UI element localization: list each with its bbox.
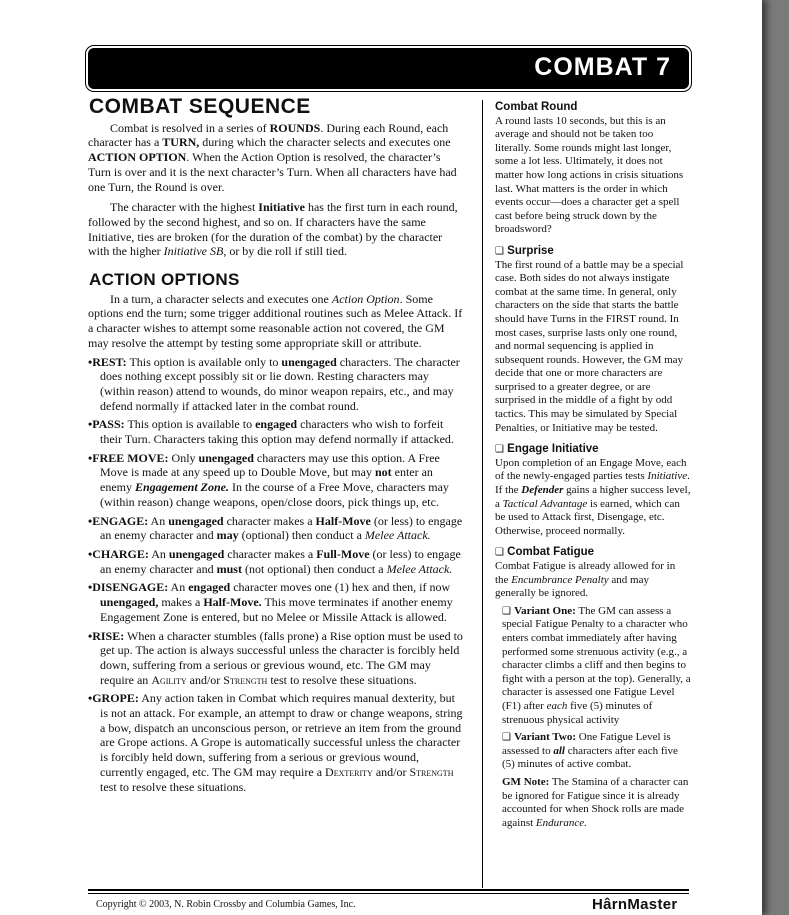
text-run: The character with the highest xyxy=(110,200,259,215)
text-run: Initiative xyxy=(647,470,688,483)
text-run: unengaged xyxy=(168,546,225,561)
text-run: and/or xyxy=(186,672,224,687)
chapter-header-bar xyxy=(88,48,689,89)
text-run: gains a higher success level, a xyxy=(495,484,691,510)
sidebar-combat-round xyxy=(495,101,691,237)
text-run: Variant One: xyxy=(514,604,576,617)
text-run: characters may use this option. A Free Move is made at any speed up to Double Move, but may xyxy=(100,450,440,480)
option-rest xyxy=(88,355,464,414)
text-run: ROUNDS xyxy=(269,120,321,135)
checkbox-icon: ❑ xyxy=(495,444,504,456)
text-run: test to resolve these situations. xyxy=(267,672,417,687)
text-run: The first round of a battle may be a special case. Both sides do not always instigate combat at the same time. In general, only characters on the side that starts the battle should have Turns in the FIRST round. In most cases, surprise lasts only one round, and normal sequencing is applied in subsequent rounds. However, the GM may decide that one or more characters are surprised to a greater degree, or are surprised in the middle of a fight by odd tactics. This may be simulated by Special Penalties, or Initiative may be tested. xyxy=(495,258,684,434)
text-run: unengaged xyxy=(281,354,337,369)
text-run: Initiative xyxy=(258,200,305,215)
engage-initiative-title xyxy=(495,443,691,457)
combat-round-title: Combat Round xyxy=(495,101,578,113)
combat-fatigue-text xyxy=(495,560,691,601)
text-run: •RISE: xyxy=(88,628,125,643)
text-run: TURN, xyxy=(162,135,200,150)
text-run: The Stamina of a character can be ignored for Fatigue since it is already accounted for when Shock rolls are made against xyxy=(502,775,689,829)
text-run: Half-Move. xyxy=(203,595,262,610)
text-run: Defender xyxy=(521,484,564,497)
text-run: When a character stumbles (falls prone) a Rise option must be used to get up. The action is always successful unless the character is forcibly held down, suffering from a serious or grevious wound, etc. The GM may require an xyxy=(100,628,463,687)
text-run: unengaged, xyxy=(100,595,159,610)
engage-initiative-text xyxy=(495,457,691,539)
checkbox-icon: ❑ xyxy=(502,605,515,617)
text-run: Melee Attack. xyxy=(364,528,431,543)
column-divider xyxy=(482,100,483,888)
checkbox-icon: ❑ xyxy=(495,245,504,257)
text-run: This option is available to xyxy=(124,417,256,432)
text-run: (or less) to engage an enemy character and xyxy=(100,513,463,543)
text-run: unengaged xyxy=(198,450,254,465)
text-run: Encumbrance Penalty xyxy=(511,573,609,586)
text-run: (not optional) then conduct a xyxy=(241,561,387,576)
text-run: •CHARGE: xyxy=(88,546,149,561)
sidebar-combat-fatigue xyxy=(495,546,691,830)
text-run: Melee Attack. xyxy=(386,561,453,576)
text-run: test to resolve these situations. xyxy=(100,779,247,794)
surprise-text xyxy=(495,259,691,436)
text-run: character makes a xyxy=(224,546,317,561)
text-run: The GM can assess a special Fatigue Penalty to a character who enters combat immediately after having performed some strenuous activity (e.g., a character climbs a cliff and then begins to fight with a person at the top). Generally, a character is assessed one Fatigue Level (F1) after xyxy=(502,604,691,712)
text-run: all xyxy=(553,744,565,757)
option-engage xyxy=(88,514,464,543)
right-column xyxy=(495,101,691,838)
text-run: In the course of a Free Move, characters may (within reason) change weapons, open/close doors, pick things up, etc. xyxy=(100,480,449,509)
sidebar-surprise xyxy=(495,245,691,435)
footer-rule-thin xyxy=(88,893,689,894)
combat-round-text xyxy=(495,115,691,237)
text-run: during which the character selects and executes one xyxy=(199,135,451,150)
option-pass xyxy=(88,417,464,446)
variant-two xyxy=(495,731,691,772)
text-run: This option is available only to xyxy=(126,354,282,369)
text-run: •PASS: xyxy=(88,417,125,432)
text-run: Engagement Zone. xyxy=(135,480,230,495)
variant-one xyxy=(495,605,691,727)
text-run: characters after each five (5) minutes of active combat. xyxy=(502,744,678,771)
option-free-move xyxy=(88,451,464,510)
option-disengage xyxy=(88,580,464,624)
fatigue-title-text: Combat Fatigue xyxy=(507,546,595,559)
text-run: Only xyxy=(168,450,199,465)
text-run: . If the xyxy=(495,470,690,497)
surprise-title-text: Surprise xyxy=(507,244,554,257)
text-run: An xyxy=(148,546,169,561)
text-run: not xyxy=(374,465,392,480)
text-run: Strength xyxy=(409,764,454,779)
text-run: Strength xyxy=(223,672,268,687)
text-run: engaged xyxy=(188,580,231,595)
engage-title-text: Engage Initiative xyxy=(507,443,599,456)
text-run: , or by die roll if still tied. xyxy=(223,244,347,259)
text-run: is earned, which can be used to Attack first, Disengage, etc. Otherwise, proceed normally. xyxy=(495,497,680,537)
text-run: Variant Two: xyxy=(514,731,576,744)
text-run: In a turn, a character selects and executes one xyxy=(110,291,332,306)
brand-name: HârnMaster xyxy=(592,896,678,913)
left-column xyxy=(88,95,464,794)
chapter-title: COMBAT 7 xyxy=(534,53,671,81)
text-run: GM Note: xyxy=(502,775,550,788)
text-run: •ENGAGE: xyxy=(88,513,149,528)
text-run: and/or xyxy=(372,764,410,779)
text-run: •GROPE: xyxy=(88,691,139,706)
combat-fatigue-title xyxy=(495,546,691,560)
text-run: . Some options end the turn; some trigger additional routines such as Melee Attack. If a character wishes to attempt some reasonable action not covered, the GM may resolve the attempt by testing some appropriate skill or attribute. xyxy=(88,291,463,350)
text-run: (or less) to engage an enemy character and xyxy=(100,546,461,576)
text-run: An xyxy=(148,513,169,528)
text-run: makes a xyxy=(158,595,204,610)
option-rise xyxy=(88,629,464,688)
text-run: This move terminates if another enemy Engagement Zone is entered, but no Melee or Missile Attack is allowed. xyxy=(100,595,453,624)
gm-note xyxy=(495,776,691,830)
text-run: unengaged xyxy=(168,513,224,528)
option-charge xyxy=(88,547,464,576)
text-run: Combat Fatigue is already allowed for in the xyxy=(495,560,676,586)
text-run: and may generally be ignored. xyxy=(495,573,649,600)
text-run: •FREE MOVE: xyxy=(88,450,169,465)
text-run: Any action taken in Combat which requires manual dexterity, but is not an attack. For example, an attempt to draw or change weapons, string a bow, dispatch an unconscious person, or retrieve an item from the ground are Grope actions. A Grope is automatically successful unless the character is forcibly held down, suffering from a serious or grevious wound, currently engaged, etc. The GM may require a xyxy=(100,691,463,779)
text-run: Endurance. xyxy=(535,816,587,829)
text-run: ACTION OPTION xyxy=(88,150,187,165)
sidebar-engage-initiative xyxy=(495,443,691,538)
paragraph-action-options xyxy=(88,292,464,351)
text-run: Tactical Advantage xyxy=(502,497,588,510)
text-run: Half-Move xyxy=(315,513,371,528)
paragraph-intro xyxy=(88,121,464,195)
text-run: enter an enemy xyxy=(100,465,433,495)
text-run: Agility xyxy=(151,672,187,687)
text-run: five (5) minutes of strenuous physical activity xyxy=(502,699,653,726)
text-run: Upon completion of an Engage Move, each of the newly-engaged parties tests xyxy=(495,456,687,483)
text-run: An xyxy=(168,580,189,595)
option-grope xyxy=(88,691,464,794)
text-run: engaged xyxy=(255,417,298,432)
text-run: Full-Move xyxy=(316,546,370,561)
text-run: •REST: xyxy=(88,354,127,369)
checkbox-icon: ❑ xyxy=(502,732,515,744)
text-run: Initiative SB xyxy=(163,244,224,259)
footer-rule-thick xyxy=(88,889,689,891)
text-run: may xyxy=(216,528,239,543)
heading-action-options: ACTION OPTIONS xyxy=(89,270,240,290)
text-run: •DISENGAGE: xyxy=(88,580,169,595)
copyright-notice: Copyright © 2003, N. Robin Crossby and Columbia Games, Inc. xyxy=(96,899,356,910)
text-run: Dexterity xyxy=(325,764,373,779)
checkbox-icon: ❑ xyxy=(495,547,504,559)
paragraph-initiative xyxy=(88,200,464,259)
text-run: (optional) then conduct a xyxy=(238,528,365,543)
heading-combat-sequence: COMBAT SEQUENCE xyxy=(89,95,311,118)
text-run: A round lasts 10 seconds, but this is an average and should not be taken too literally. Some rounds might last longer, some a lot less. Ultimately, it does not matter how long actions in crisis situations last. What matters is the order in which events occur—does a character get a spell cast before being struck down by the broadsword? xyxy=(495,114,684,236)
surprise-title xyxy=(495,245,691,259)
text-run: One Fatigue Level is assessed to xyxy=(502,731,671,757)
text-run: characters. The character does nothing except possibly sit or lie down. Resting characters may (within reason) attend to wounds, do minor weapon repairs, etc., and may defend normally if attacked later in the combat round. xyxy=(100,354,460,413)
text-run: characters who wish to forfeit their Turn. Characters taking this option may defend normally if attacked. xyxy=(100,417,454,447)
text-run: Combat is resolved in a series of xyxy=(110,120,270,135)
text-run: . During each Round, each character has a xyxy=(88,120,449,150)
action-option-list xyxy=(88,355,464,795)
text-run: character moves one (1) hex and then, if now xyxy=(230,580,451,595)
text-run: each xyxy=(546,699,568,712)
text-run: . When the Action Option is resolved, the character’s Turn is over and it is the next character’s Turn. When all characters have had one Turn, the Round is over. xyxy=(88,150,457,194)
text-run: character makes a xyxy=(223,513,316,528)
text-run: Action Option xyxy=(331,291,400,306)
text-run: must xyxy=(216,561,242,576)
text-run: has the first turn in each round, followed by the second highest, and so on. If characters have the same Initiative, ties are broken (for the duration of the combat) by the character with the higher xyxy=(88,200,458,259)
